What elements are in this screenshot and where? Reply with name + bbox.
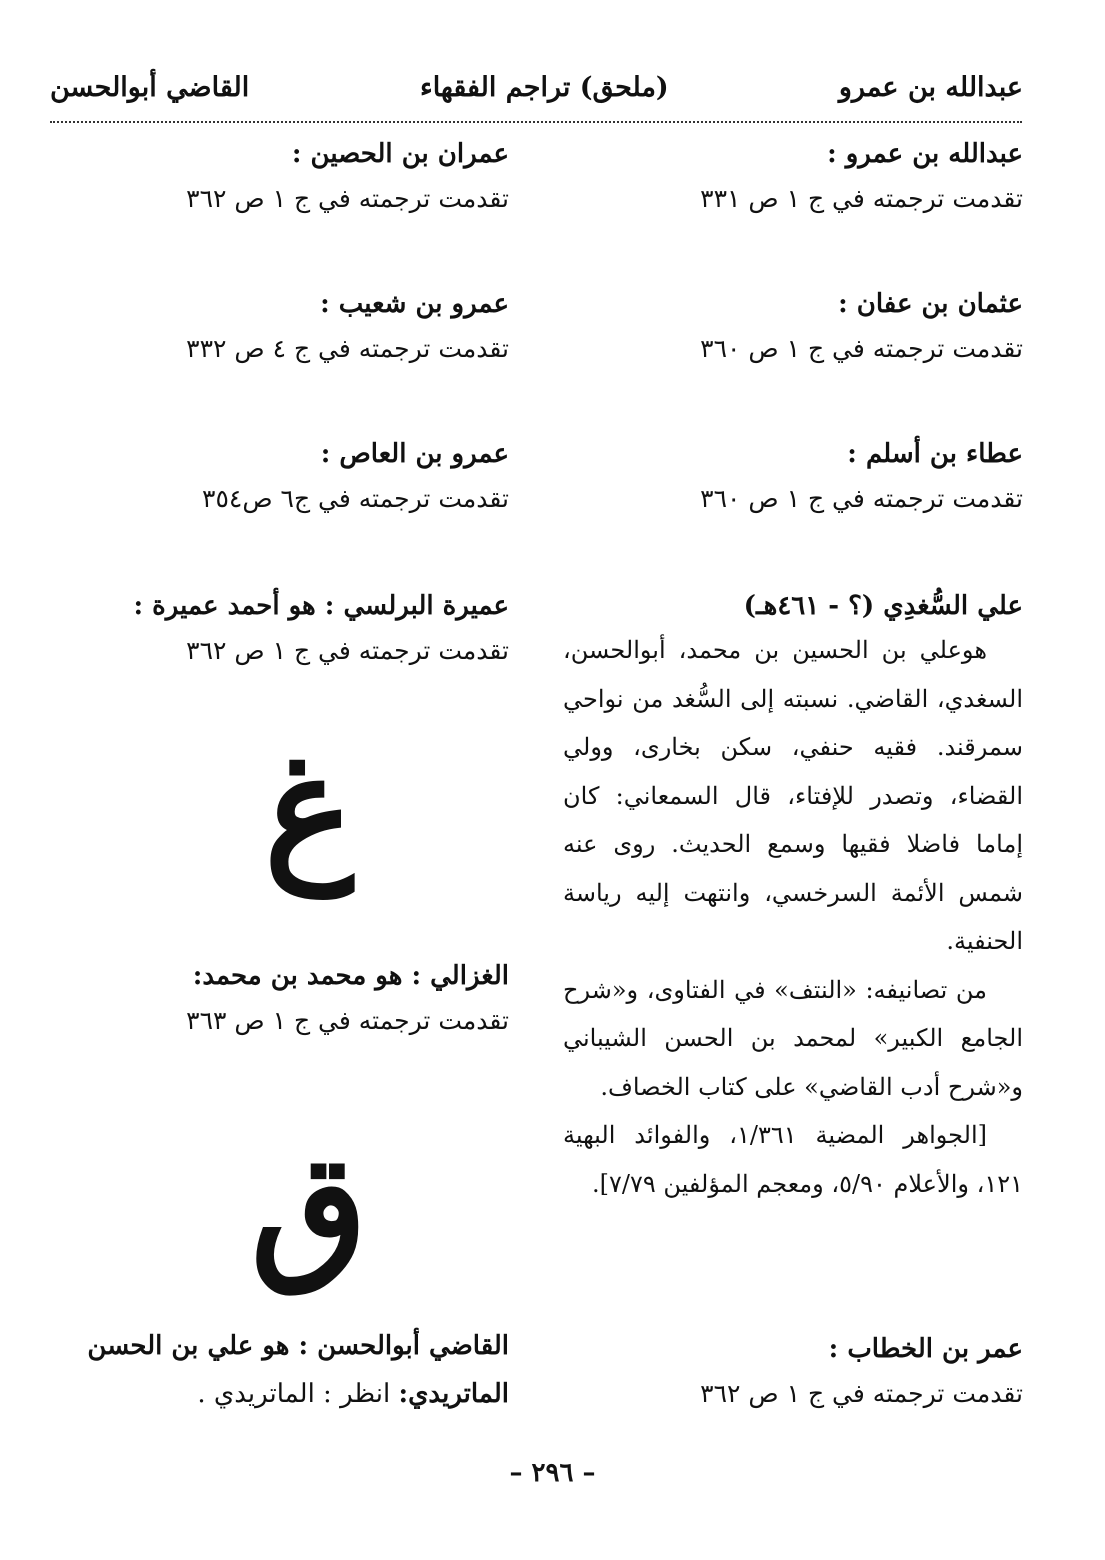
entry-reference: تقدمت ترجمته في ج٦ ص٣٥٤ bbox=[202, 484, 509, 513]
entry-name: عمرو بن شعيب : bbox=[320, 289, 509, 319]
entry-value: انظر : الماتريدي . bbox=[197, 1379, 399, 1409]
entry-reference: تقدمت ترجمته في ج ٤ ص ٣٣٢ bbox=[186, 334, 509, 363]
entry-name: الغزالي : هو محمد بن محمد: bbox=[192, 961, 509, 991]
separator: : bbox=[289, 1331, 318, 1361]
entry-reference: تقدمت ترجمته في ج ١ ص ٣٦٠ bbox=[700, 334, 1023, 363]
entry-reference: تقدمت ترجمته في ج ١ ص ٣٦٢ bbox=[186, 184, 509, 213]
biography-heading: علي السُّغدِي (؟ - ٤٦١هـ) bbox=[743, 591, 1023, 621]
entry-ata-ibn-aslam bbox=[563, 434, 1023, 522]
entry-name: عمر بن الخطاب : bbox=[828, 1334, 1023, 1364]
cross-reference-line bbox=[51, 1322, 509, 1370]
entry-reference: تقدمت ترجمته في ج ١ ص ٣٦٢ bbox=[700, 1379, 1023, 1408]
section-letter-ghain: غ bbox=[264, 721, 354, 897]
entry-reference: تقدمت ترجمته في ج ١ ص ٣٦٣ bbox=[186, 1006, 509, 1035]
entry-name: عبدالله بن عمرو : bbox=[827, 139, 1023, 169]
entry-name: عطاء بن أسلم : bbox=[847, 439, 1023, 469]
entry-name: عثمان بن عفان : bbox=[838, 289, 1023, 319]
entry-al-qadi-abu-al-hasan bbox=[51, 1322, 509, 1418]
page-number: – ٢٩٦ – bbox=[509, 1458, 596, 1488]
entry-name: القاضي أبوالحسن bbox=[317, 1331, 509, 1361]
header-chapter-end: القاضي أبوالحسن bbox=[50, 72, 250, 103]
entry-reference: تقدمت ترجمته في ج ١ ص ٣٣١ bbox=[700, 184, 1023, 213]
entry-name: عميرة البرلسي : هو أحمد عميرة : bbox=[133, 591, 509, 621]
entry-reference: تقدمت ترجمته في ج ١ ص ٣٦٢ bbox=[186, 636, 509, 665]
entry-value: هو علي بن الحسن bbox=[87, 1331, 290, 1361]
entry-al-ghazali bbox=[51, 956, 509, 1044]
header-dotted-rule bbox=[50, 121, 1022, 123]
entry-name: الماتريدي: bbox=[398, 1379, 509, 1409]
entry-amr-ibn-shuayb bbox=[51, 284, 509, 372]
entry-name: عمران بن الحصين : bbox=[291, 139, 509, 169]
header-chapter-start: عبدالله بن عمرو bbox=[838, 72, 1023, 103]
entry-umar-ibn-al-khattab bbox=[563, 1329, 1023, 1417]
section-letter-qaf: ق bbox=[250, 1121, 368, 1297]
entry-reference: تقدمت ترجمته في ج ١ ص ٣٦٠ bbox=[700, 484, 1023, 513]
entry-name: عمرو بن العاص : bbox=[320, 439, 509, 469]
biography-ali-al-sughdi bbox=[563, 586, 1023, 1208]
entry-uthman-ibn-affan bbox=[563, 284, 1023, 372]
works-paragraph: من تصانيفه: «النتف» في الفتاوى، و«شرح الجامع الكبير» لمحمد بن الحسن الشيباني و«شرح أدب القاضي» على كتاب الخصاف. bbox=[563, 975, 1023, 1101]
header-section-title: (ملحق) تراجم الفقهاء bbox=[420, 72, 669, 103]
entry-imran-ibn-al-husayn bbox=[51, 134, 509, 222]
sources-paragraph: [الجواهر المضية ١/٣٦١، والفوائد البهية ١٢١، والأعلام ٥/٩٠، ومعجم المؤلفين ٧/٧٩]. bbox=[563, 1121, 1023, 1198]
biography-paragraph: هوعلي بن الحسين بن محمد، أبوالحسن، السغدي، القاضي. نسبته إلى السُّغد من نواحي سمرقند. فقيه حنفي، سكن بخارى، وولي القضاء، وتصدر للإفتاء، قال السمعاني: كان إماما فاضلا فقيها وسمع الحديث. روى عنه شمس الأئمة السرخسي، وانتهت إليه رياسة الحنفية. bbox=[563, 636, 1023, 955]
cross-reference-line bbox=[51, 1370, 509, 1418]
entry-umayra-al-burullusi bbox=[51, 586, 509, 674]
entry-abdullah-ibn-amr bbox=[563, 134, 1023, 222]
entry-amr-ibn-al-as bbox=[51, 434, 509, 522]
